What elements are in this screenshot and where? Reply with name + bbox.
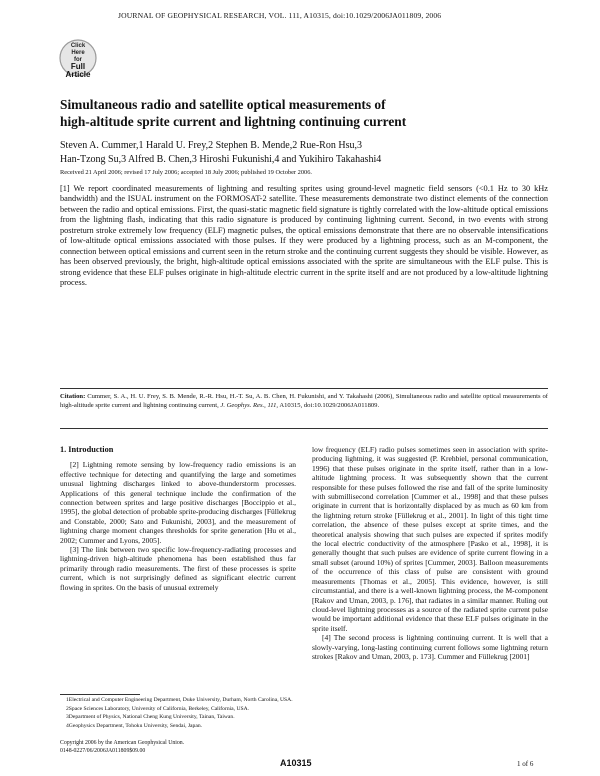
- section-heading: 1. Introduction: [60, 445, 114, 454]
- left-column: [60, 445, 296, 592]
- page-identifier: A10315: [280, 758, 312, 768]
- body-paragraph: [2] Lightning remote sensing by low-frequency radio emissions is an effective technique for detecting and quantifying the large and sometimes unusual lightning discharges linked to above-thunderstorm processes. Applications of this general technique include the confirmation of the connection between sprites and large positive discharges [Boccippio et al., 1995], the global detection of probable sprite-producing discharges [Füllekrug and Constable, 2000; Sato and Fukunishi, 2003], and the measurement of lightning charge moment changes thresholds for sprite generation [Hu et al., 2002; Cummer and Lyons, 2005].: [60, 460, 296, 545]
- body-paragraph: [4] The second process is lightning continuing current. It is well that a slowly-varying, long-lasting continuing current follows some lightning return strokes [Rakov and Uman, 2003, p. 173]. Cummer and Füllekrug [2001]: [312, 633, 548, 661]
- journal-header: JOURNAL OF GEOPHYSICAL RESEARCH, VOL. 111, A10315, doi:10.1029/2006JA011809, 2006: [118, 11, 442, 20]
- body-paragraph: low frequency (ELF) radio pulses sometimes seen in association with sprite-producing lightning, it was suggested (P. Krehbiel, personal communication, 1996) that these pulses originate in the sprite itself, rather than in a low-altitude lightning process. It was subsequently shown that the current responsible for these pulses followed the rise and fall of the sprite luminosity with submillisecond correlation [Cummer et al., 1998] and that these pulses originate in current that is horizontally displaced by as much as 60 km from the lightning return stroke [Füllekrug et al., 2001]. In light of this tight time correlation, the absence of these pulses except at sprite times, and the theoretical analysis showing that such pulses are expected if sprites modify the local electric conductivity of the atmosphere [Pasko et al., 1998], it is generally thought that such pulses are evidence of sprite current flowing in a small subset (around 10%) of sprites [Cummer, 2003]. Balloon measurements of the occurrence of this class of pulse are consistent with ground measurements [Thomas et al., 2005]. This evidence, however, is still circumstantial, and there is a well-known lightning process, the M-component [Rakov and Uman, 2003, p. 176], that radiates in a similar manner. Ruling out cloud-level lightning processes as a source of the radiated sprite current pulse would be important additional evidence that these ELF pulses originate in the sprite itself.: [312, 445, 548, 633]
- divider: [60, 388, 548, 389]
- badge-line: for: [74, 57, 82, 63]
- author-list: [60, 139, 540, 167]
- citation-journal: J. Geophys. Res., 111,: [220, 402, 279, 409]
- citation-doi: A10315, doi:10.1029/2006JA011809.: [279, 402, 380, 409]
- footnote: 2Space Sciences Laboratory, University of California, Berkeley, California, USA.: [66, 705, 250, 712]
- page-count: 1 of 6: [517, 760, 534, 768]
- badge-line: Full: [70, 62, 86, 71]
- copyright-line: Copyright 2006 by the American Geophysical Union.: [60, 740, 185, 746]
- badge-line: Click: [70, 43, 86, 49]
- abstract: [60, 184, 548, 289]
- title-line: high-altitude sprite current and lightning continuing current: [60, 114, 407, 129]
- authors-line: Han-Tzong Su,3 Alfred B. Chen,3 Hiroshi Fukunishi,4 and Yukihiro Takahashi4: [60, 154, 382, 165]
- divider: [60, 428, 548, 429]
- body-paragraph: [3] The link between two specific low-frequency-radiating processes and lightning-driven high-altitude phenomena has been established thus far primarily through radio measurements. The first of these processes is sprite current, which is not surprisingly defined as significant electric current flowing in sprites. On the basis of unusual extremely: [60, 545, 296, 592]
- title-line: Simultaneous radio and satellite optical measurements of: [60, 97, 386, 112]
- abstract-text: We report coordinated measurements of lightning and resulting sprites using ground-level magnetic field sensors (<0.1 Hz to 30 kHz bandwidth) and the ISUAL instrument on the FORMOSAT-2 satellite. These measurements demonstrate two distinct elements of the connection between the radio and optical emissions. First, the quasi-static magnetic field signature is tightly correlated with the low-altitude optical emissions from the lightning flash, indicating that this radio signature is produced by continuing lightning current. Second, in two events with strong postreturn stroke extremely low frequency (ELF) magnetic pulses, the optical emissions demonstrate that there are no observable intensifications of low-altitude optical emissions associated with those pulses. If they were produced by a lightning process, such as an M-component, the connection between optical emissions and current seen in the return stroke and the continuing current suggests they should be visible. However, as has been observed previously, the bright, high-altitude optical emissions associated with the sprite are simultaneous with the ELF pulse. This is strong evidence that these ELF pulses originate in high-altitude electric current in the sprite itself and are not produced by a low-altitude lightning process.: [60, 184, 548, 288]
- article-title: [60, 96, 520, 130]
- citation: [60, 392, 548, 410]
- copyright: [60, 740, 296, 755]
- copyright-line: 0148-0227/06/2006JA011809$09.00: [60, 747, 146, 754]
- citation-title: Simultaneous radio and satellite optical measurements of high-altitude sprite current and lightning continuing current,: [60, 393, 548, 409]
- badge-line: Here: [71, 50, 85, 56]
- full-article-badge-logo[interactable]: [58, 38, 98, 80]
- abstract-marker: [1]: [60, 184, 70, 193]
- citation-authors: Cummer, S. A., H. U. Frey, S. B. Mende, R.-R. Hsu, H.-T. Su, A. B. Chen, H. Fukunishi, and Y. Takahashi (2006),: [87, 393, 394, 400]
- authors-line: Steven A. Cummer,1 Harald U. Frey,2 Stephen B. Mende,2 Rue-Ron Hsu,3: [60, 140, 362, 151]
- received-dates: Received 21 April 2006; revised 17 July 2006; accepted 18 July 2006; published 19 October 2006.: [60, 169, 313, 176]
- footnotes: [60, 697, 296, 731]
- footnote: 3Department of Physics, National Cheng Kung University, Tainan, Taiwan.: [66, 714, 235, 721]
- footnote: 4Geophysics Department, Tohoku University, Sendai, Japan.: [66, 722, 203, 729]
- citation-label: Citation:: [60, 393, 86, 400]
- badge-line: Article: [65, 70, 91, 79]
- footnote: 1Electrical and Computer Engineering Department, Duke University, Durham, North Carolina, USA.: [66, 697, 293, 703]
- right-column: [312, 445, 548, 661]
- footnote-divider: [60, 694, 140, 695]
